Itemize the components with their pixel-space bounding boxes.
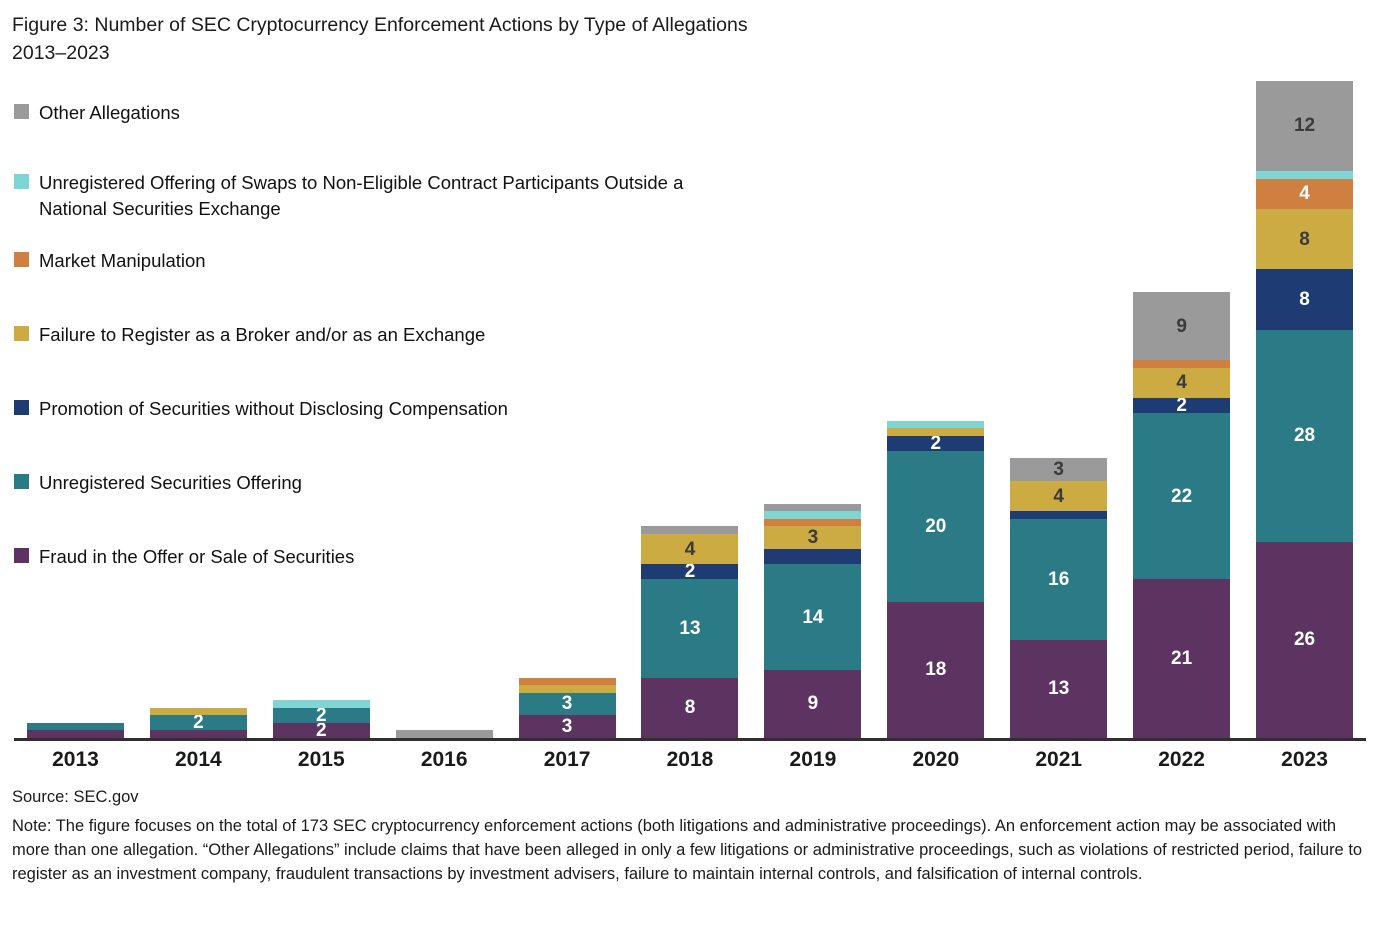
- bar-segment-value: 18: [925, 659, 947, 681]
- stacked-bars: [14, 88, 1366, 738]
- plot-area: [14, 88, 1366, 738]
- bar-segment-value: 4: [684, 538, 696, 560]
- bar-segment-value: 4: [1176, 372, 1187, 394]
- bar-segment: [887, 451, 984, 602]
- x-axis-line: [14, 738, 1366, 741]
- bar-segment: [1133, 413, 1230, 579]
- bar-segment: [764, 564, 861, 670]
- bar-segment: [1133, 368, 1230, 398]
- legend-label: Unregistered Offering of Swaps to Non-Eligible Contract Participants Outside a National Securities Exchange: [39, 172, 684, 219]
- stacked-bar[interactable]: [1010, 458, 1107, 738]
- bar-segment: [150, 708, 247, 716]
- x-axis-label-2021: 2021: [1035, 748, 1083, 771]
- bar-segment-value: 16: [1048, 568, 1070, 590]
- bar-segment: [1010, 458, 1107, 481]
- x-axis-label-2018: 2018: [666, 748, 714, 771]
- legend-label: Market Manipulation: [39, 250, 206, 271]
- bar-column-2022: [1120, 88, 1243, 738]
- stacked-bar[interactable]: [273, 700, 370, 738]
- legend-label: Failure to Register as a Broker and/or as an Exchange: [39, 324, 486, 345]
- x-axis-label-2017: 2017: [543, 748, 591, 771]
- bar-column-2019: [751, 88, 874, 738]
- bar-segment: [27, 723, 124, 731]
- bar-column-2015: [260, 88, 383, 738]
- bar-segment-value: 2: [315, 722, 327, 738]
- stacked-bar[interactable]: [764, 504, 861, 738]
- source-note: Source: SEC.gov: [12, 788, 139, 806]
- bar-segment: [1010, 519, 1107, 640]
- figure-note: Note: The figure focuses on the total of 173 SEC cryptocurrency enforcement actions (both litigations and administrative proceedings). An enforcement action may be associated with more than one allegation. “Other Allegations” include claims that have been alleged in only a few litigations or administrative proceedings, such as violations of restricted period, failure to register as an investment company, fraudulent transactions by investment advisers, failure to maintain internal controls, and falsification of internal controls.: [12, 817, 1363, 883]
- bar-segment: [641, 534, 738, 564]
- bar-segment: [887, 436, 984, 451]
- bar-segment: [150, 715, 247, 730]
- page-title: [12, 12, 1212, 67]
- bar-segment-value: 3: [807, 527, 819, 549]
- bar-segment: [150, 730, 247, 738]
- bar-segment-value: 14: [802, 606, 824, 628]
- bar-segment: [273, 700, 370, 708]
- legend-label: Unregistered Securities Offering: [39, 472, 302, 493]
- stacked-bar[interactable]: [27, 723, 124, 738]
- bar-column-2013: [14, 88, 137, 738]
- x-axis-label-2014: 2014: [175, 748, 222, 771]
- bar-segment: [273, 708, 370, 723]
- bar-segment-value: 2: [315, 707, 327, 723]
- bar-segment: [1256, 330, 1353, 542]
- bar-segment-value: 8: [1299, 289, 1310, 311]
- stacked-bar[interactable]: [150, 708, 247, 738]
- bar-segment: [764, 511, 861, 519]
- bar-segment-value: 13: [679, 617, 701, 639]
- title-line-1: Figure 3: Number of SEC Cryptocurrency Enforcement Actions by Type of Allegations: [12, 14, 748, 36]
- bar-segment-value: 3: [561, 693, 573, 715]
- bar-segment: [519, 678, 616, 686]
- bar-segment-value: 9: [1176, 315, 1187, 337]
- bar-segment: [1256, 81, 1353, 172]
- bar-segment: [519, 715, 616, 738]
- bar-segment: [1010, 511, 1107, 519]
- stacked-bar[interactable]: [519, 678, 616, 738]
- bar-segment: [1010, 640, 1107, 738]
- bar-column-2014: [137, 88, 260, 738]
- bar-segment: [1256, 171, 1353, 179]
- bar-segment: [764, 504, 861, 512]
- bar-segment-value: 22: [1171, 485, 1193, 507]
- stacked-bar[interactable]: [641, 526, 738, 738]
- bar-segment: [1256, 209, 1353, 269]
- bar-segment: [1256, 269, 1353, 329]
- x-axis-label-2019: 2019: [789, 748, 837, 771]
- bar-segment-value: 3: [1053, 459, 1064, 481]
- bar-segment: [519, 685, 616, 693]
- bar-segment-value: 8: [1299, 228, 1310, 250]
- bar-segment-value: 13: [1048, 678, 1070, 700]
- bar-segment: [396, 730, 493, 738]
- x-axis-label-2023: 2023: [1281, 748, 1328, 771]
- bar-segment: [641, 564, 738, 579]
- bar-column-2023: [1243, 88, 1366, 738]
- bar-segment: [887, 421, 984, 429]
- bar-segment: [1256, 179, 1353, 209]
- bar-column-2020: [874, 88, 997, 738]
- legend-label: Other Allegations: [39, 102, 180, 123]
- x-axis-label-2015: 2015: [297, 748, 345, 771]
- bar-segment-value: 3: [561, 716, 573, 738]
- bar-segment: [887, 428, 984, 436]
- bar-column-2016: [383, 88, 506, 738]
- bar-segment-value: 8: [684, 697, 696, 719]
- bar-segment-value: 21: [1171, 648, 1193, 670]
- bar-segment-value: 12: [1293, 115, 1316, 137]
- bar-segment: [764, 670, 861, 738]
- bar-segment-value: 28: [1293, 425, 1316, 447]
- bar-segment: [1133, 360, 1230, 368]
- bar-segment-value: 4: [1299, 183, 1310, 205]
- legend-label: Fraud in the Offer or Sale of Securities: [39, 546, 355, 567]
- bar-segment: [764, 526, 861, 549]
- bar-segment-value: 4: [1053, 485, 1064, 507]
- bar-segment: [641, 579, 738, 677]
- bar-segment-value: 26: [1293, 629, 1316, 651]
- x-axis-label-2022: 2022: [1158, 748, 1205, 771]
- bar-segment: [764, 519, 861, 527]
- x-axis-tick-labels: [14, 744, 1366, 772]
- bar-segment: [273, 723, 370, 738]
- stacked-bar[interactable]: [1133, 292, 1230, 738]
- bar-segment-value: 20: [925, 515, 947, 537]
- bar-segment: [27, 730, 124, 738]
- bar-segment: [641, 526, 738, 534]
- bar-segment: [519, 693, 616, 716]
- stacked-bar[interactable]: [887, 421, 984, 738]
- bar-segment-value: 2: [930, 435, 942, 451]
- title-line-2: 2013–2023: [12, 41, 110, 64]
- x-axis-label-2016: 2016: [420, 748, 468, 771]
- bar-column-2021: [997, 88, 1120, 738]
- bar-segment: [1133, 579, 1230, 738]
- bar-segment: [887, 602, 984, 738]
- bar-segment-value: 9: [807, 693, 819, 715]
- bar-segment: [1256, 542, 1353, 739]
- bar-segment: [641, 678, 738, 738]
- bar-column-2017: [506, 88, 629, 738]
- stacked-bar[interactable]: [396, 730, 493, 738]
- bar-segment-value: 2: [193, 715, 204, 731]
- bar-column-2018: [629, 88, 752, 738]
- bar-segment-value: 2: [1176, 397, 1187, 414]
- x-axis-label-2013: 2013: [52, 748, 99, 771]
- x-axis-label-2020: 2020: [912, 748, 960, 771]
- bar-segment: [1010, 481, 1107, 511]
- bar-segment: [1133, 292, 1230, 360]
- legend-label: Promotion of Securities without Disclosing Compensation: [39, 398, 508, 419]
- bar-segment: [1133, 398, 1230, 413]
- stacked-bar[interactable]: [1256, 81, 1353, 738]
- bar-segment-value: 2: [684, 564, 696, 580]
- bar-segment: [764, 549, 861, 564]
